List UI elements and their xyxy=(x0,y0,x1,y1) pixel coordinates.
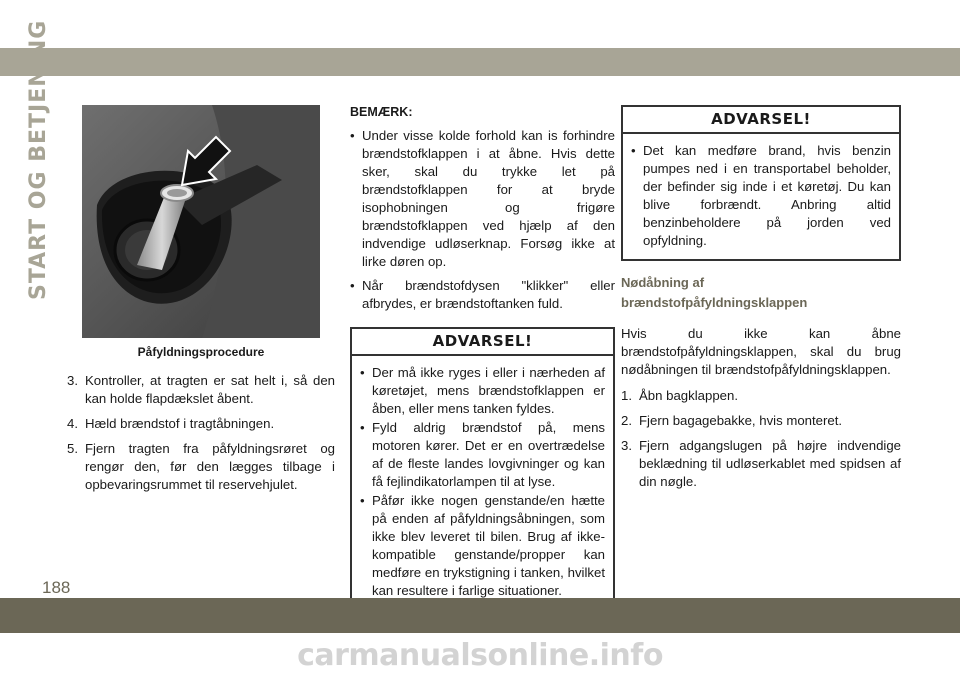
warning-title: ADVARSEL! xyxy=(623,107,899,134)
list-item: 2. Fjern bagagebakke, hvis monteret. xyxy=(621,413,843,428)
list-item: • Påfør ikke nogen genstande/en hætte på enden af påfyldningsåbningen, som ikke blev leveret til bilen. Brug af ikke-kompatible genstande/propper kan medføre en trykstigning i tanken, hvilket kan resultere i farlige situationer. xyxy=(360,493,605,598)
warning-box xyxy=(621,105,901,261)
list-item: 3. Kontroller, at tragten er sat helt i, så den kan holde flapdækslet åbent. xyxy=(67,373,335,406)
fuel-filler-photo xyxy=(82,105,320,338)
list-item: • Der må ikke ryges i eller i nærheden af køretøjet, mens brændstofklappen er åben, eller mens tanken fyldes. xyxy=(360,365,605,416)
column-left xyxy=(67,372,335,501)
figure-caption: Påfyldningsprocedure xyxy=(137,345,265,359)
page-number: 188 xyxy=(42,578,71,597)
list-item: • Det kan medføre brand, hvis benzin pumpes ned i en transportabel beholder, der befinder sig inde i et køretøj. Du kan blive forbrændt. Anbring altid benzinbeholdere på jorden ved opfyldning. xyxy=(631,143,891,248)
list-item: 1. Åbn bagklappen. xyxy=(621,388,738,403)
list-item: 4. Hæld brændstof i tragtåbningen. xyxy=(67,416,275,431)
column-middle xyxy=(350,103,615,611)
note-heading: BEMÆRK: xyxy=(350,105,413,119)
list-item: • Fyld aldrig brændstof på, mens motoren kører. Det er en overtrædelse af de fleste landes lovgivninger og kan få fejlindikatorlampen til at lyse. xyxy=(360,420,605,489)
warning-box xyxy=(350,327,615,611)
footer-band xyxy=(0,598,960,633)
watermark: carmanualsonline.info xyxy=(297,638,663,673)
list-item: • Under visse kolde forhold kan is forhindre brændstofklappen i at åbne. Hvis dette sker, skal du trykke let på brændstofklappen for at bryde isophobningen og frigøre brændstofklappen ved hjælp af den indvendige udløserknap. Forsøg ikke at lirke døren op. xyxy=(350,128,615,269)
list-item: 5. Fjern tragten fra påfyldningsrøret og rengør den, før den lægges tilbage i opbevaringsrummet til reservehjulet. xyxy=(67,441,335,492)
warning-title: ADVARSEL! xyxy=(352,329,613,356)
list-item: 3. Fjern adgangslugen på højre indvendige beklædning til udløserkablet med spidsen af din nøgle. xyxy=(621,438,901,489)
body-paragraph: Hvis du ikke kan åbne brændstofpåfyldningsklappen, skal du brug nødåbningen til brændstofpåfyldningsklappen. xyxy=(621,326,901,377)
section-heading: Nødåbning af brændstofpåfyldningsklappen xyxy=(621,275,808,310)
header-band xyxy=(0,48,960,76)
section-side-title: START OG BETJENING xyxy=(26,19,51,300)
list-item: • Når brændstofdysen "klikker" eller afbrydes, er brændstoftanken fuld. xyxy=(350,278,615,311)
column-right xyxy=(621,105,901,498)
